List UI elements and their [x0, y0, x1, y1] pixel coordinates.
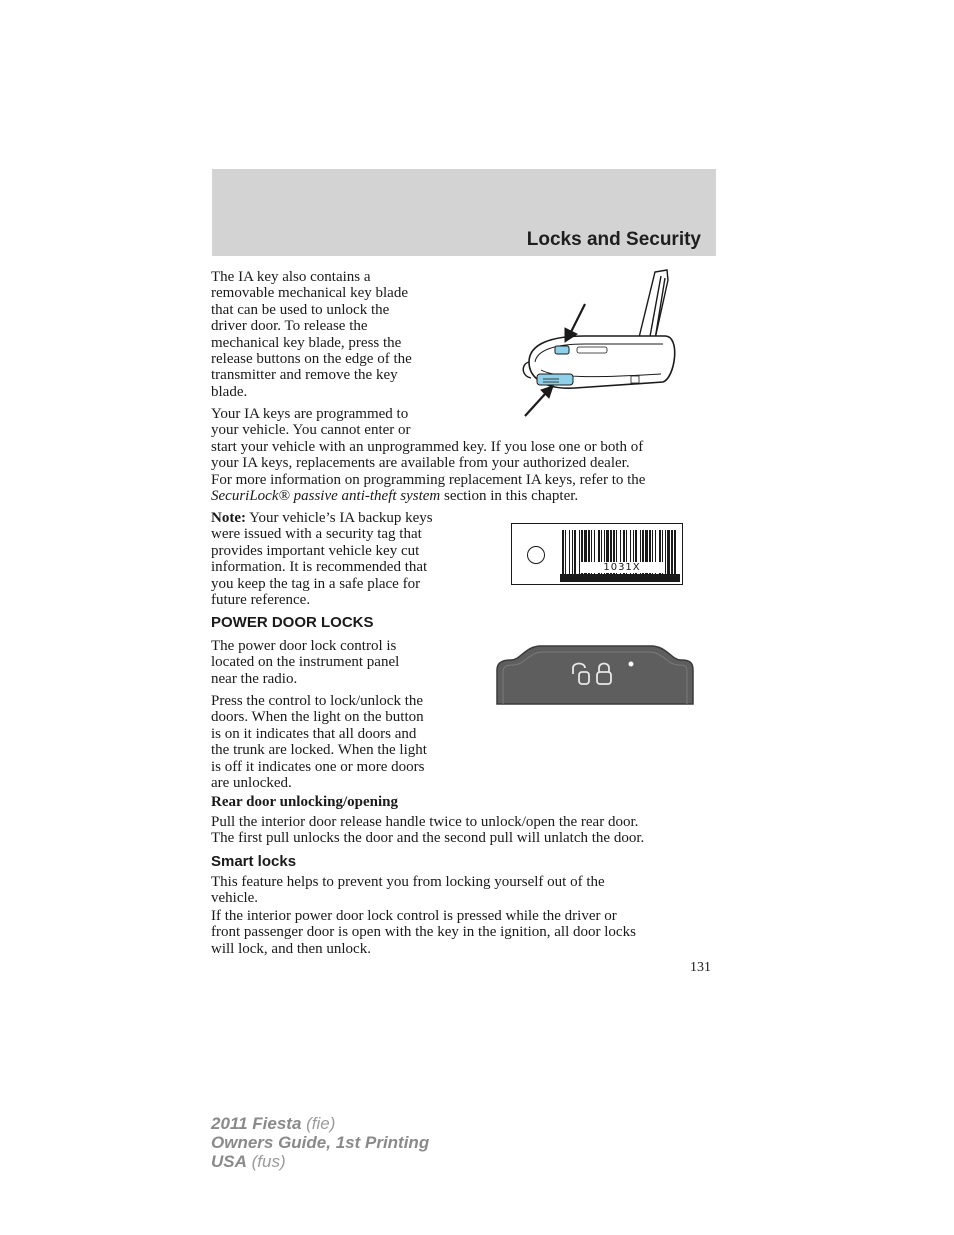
- ia-key-paragraph: The IA key also contains a removable mechanical key blade that can be used to unlock the driver door. To release the mechanical key blade, press the release buttons on the edge of the transmitter and remove the key blade.: [211, 269, 412, 400]
- rear-door-paragraph: Pull the interior door release handle twice to unlock/open the rear door. The first pull unlocks the door and the second pull will unlatch the door.: [211, 814, 645, 847]
- power-door-lock-control-illustration: [495, 644, 695, 706]
- power-door-locks-location-paragraph: The power door lock control is located on the instrument panel near the radio.: [211, 638, 400, 687]
- security-tag-illustration: [511, 523, 683, 585]
- note-label: Note:: [211, 510, 246, 526]
- section-title: Locks and Security: [526, 229, 701, 250]
- smart-locks-intro-paragraph: This feature helps to prevent you from locking yourself out of the vehicle.: [211, 874, 605, 907]
- note-paragraph: Note: Your vehicle’s IA backup keys were issued with a security tag that provides important vehicle key cut information. It is recommended that you keep the tag in a safe place for future reference.: [211, 510, 433, 609]
- securilock-reference-link[interactable]: SecuriLock® passive anti-theft system: [211, 488, 441, 505]
- document-footer: 2011 Fiesta (fie) Owners Guide, 1st Printing USA (fus): [211, 1114, 430, 1171]
- intelligent-access-key-illustration: [515, 266, 715, 422]
- smart-locks-heading: Smart locks: [211, 853, 297, 870]
- power-door-locks-heading: POWER DOOR LOCKS: [211, 614, 374, 631]
- barcode-icon: [560, 530, 680, 582]
- rear-door-heading: Rear door unlocking/opening: [211, 794, 398, 810]
- lock-indicator-light-icon: [629, 662, 634, 667]
- section-header-band: [212, 169, 716, 256]
- tag-hole: [527, 546, 545, 564]
- programmed-keys-paragraph: Your IA keys are programmed to your vehicle. You cannot enter or start your vehicle with an unprogrammed key. If you lose one or both of your IA keys, replacements are available from your authorized dealer. For more information on programming replacement IA keys, refer to the SecuriLock® passive anti-theft system section in this chapter.: [211, 406, 646, 505]
- security-tag-code: 1031X: [580, 562, 664, 573]
- smart-locks-detail-paragraph: If the interior power door lock control is pressed while the driver or front passenger door is open with the key in the ignition, all door locks will lock, and then unlock.: [211, 908, 636, 957]
- power-door-locks-usage-paragraph: Press the control to lock/unlock the doors. When the light on the button is on it indicates that all doors and the trunk are locked. When the light is off it indicates one or more doors are unlocked.: [211, 693, 427, 792]
- page-number: 131: [690, 960, 711, 975]
